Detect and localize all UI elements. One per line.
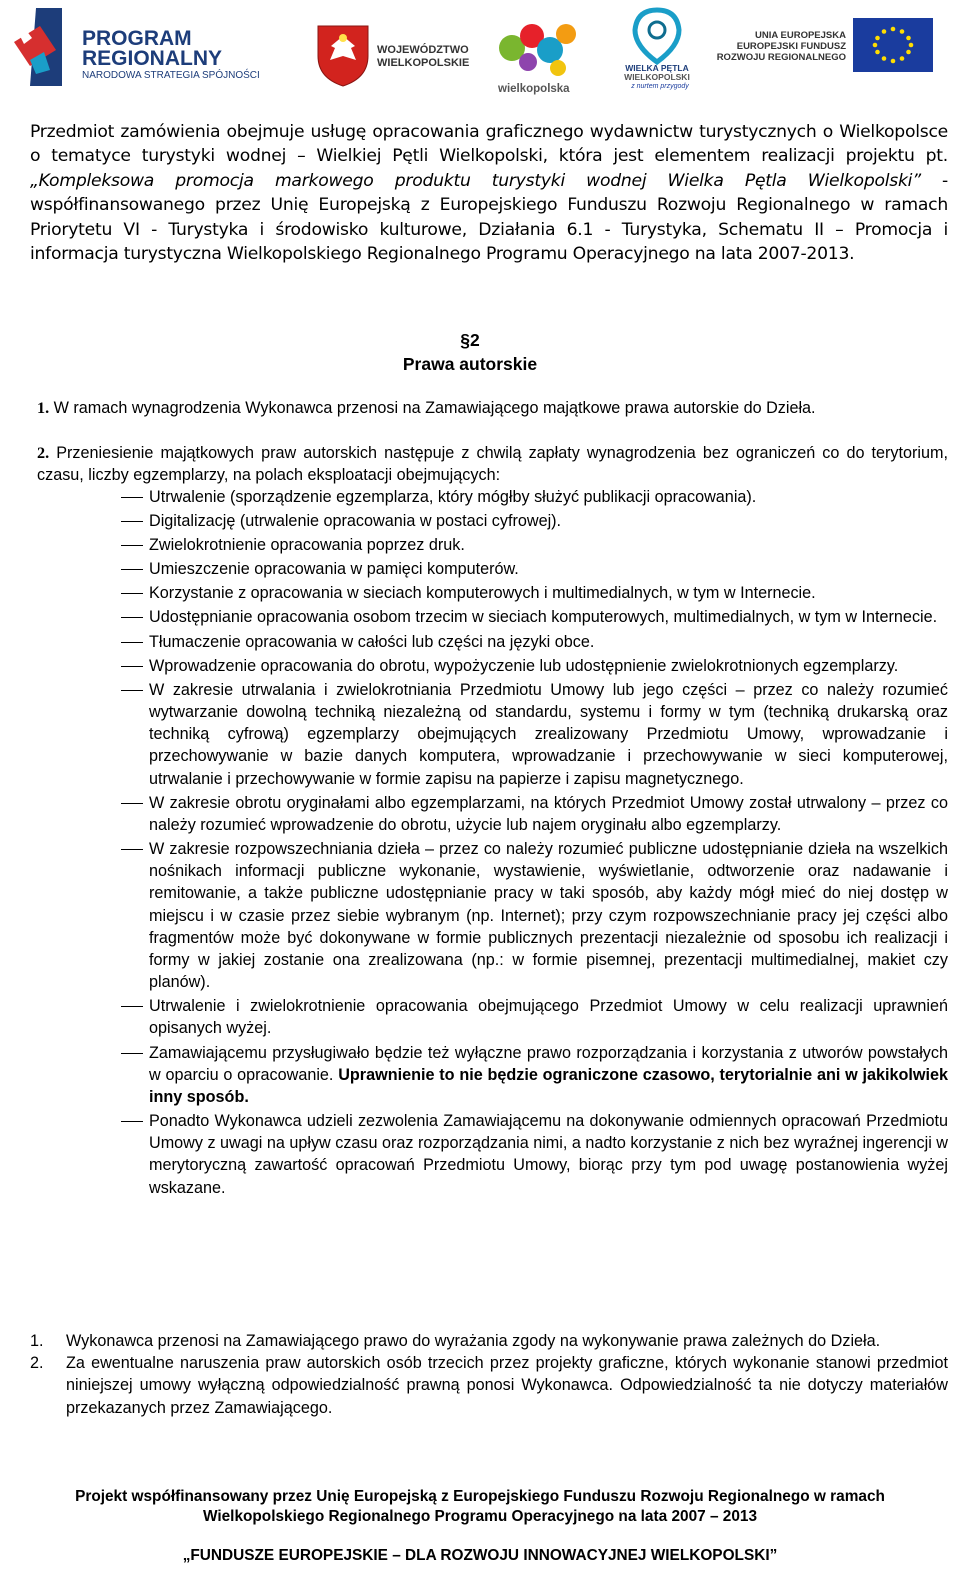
list-item: [37, 534, 948, 556]
final-item: [30, 1352, 948, 1419]
list-item-text: Utrwalenie (sporządzenie egzemplarza, który mógłby służyć publikacji opracowania).: [149, 488, 757, 506]
list-item: [37, 486, 948, 508]
petla-line1: WIELKA PĘTLA: [625, 63, 689, 73]
list-item: [37, 606, 948, 628]
list-item-text: W zakresie rozpowszechniania dzieła – przez co należy rozumieć publiczne udostępnianie dzieła na wszelkich nośnikach informacji publiczne wykonanie, wystawienie, wyświetlanie, odtworzenie oraz nadawanie i remitowanie, a także publiczne udostępnianie pracy w taki sposób, aby każdy mógł mieć do niej dostęp w miejscu i w czasie przez siebie wybranym (np. Internet); przy czym rozpowszechnianie pracy jej części albo fragmentów może być dokonywane w formie publicznych prezentacji niezależnie od sposobu ich realizacji i formy w jakiej zostanie ona zrealizowana (np.: w formie pisemnej, prezentacji multimedialnej, makiet czy planów).: [149, 839, 948, 992]
list-item-text: Wprowadzenie opracowania do obrotu, wypożyczenie lub udostępnienie zwielokrotnionych egzemplarzy.: [149, 656, 899, 675]
list-item: [37, 995, 948, 1039]
paragraph-number: 1.: [37, 399, 50, 417]
list-item-text: Ponadto Wykonawca udzieli zezwolenia Zamawiającemu na dokonywanie odmiennych opracowań Przedmiotu Umowy z uwagi na upływ czasu oraz rozporządzania nimi, a nadto korzystanie z nich bez wyraźnej ingerencji w merytoryczną zawartość opracowań Przedmiotu Umowy, biorąc przy tym pod uwagę postanowienia wyżej wskazane.: [149, 1112, 948, 1197]
section-number: §2: [460, 330, 480, 350]
final-item-text: Za ewentualne naruszenia praw autorskich osób trzecich przez projekty graficzne, których wykonanie stanowi przedmiot niniejszej umowy wyłączną odpowiedzialność prawną ponosi Wykonawca. Odpowiedzialność ta nie dotyczy materiałów przekazanych przez Zamawiającego.: [66, 1354, 948, 1417]
paragraph-number: 2.: [37, 444, 50, 462]
intro-paragraph: [30, 120, 948, 266]
intro-project-title: „Kompleksowa promocja markowego produktu turystyki wodnej Wielka Pętla Wielkopolski”: [30, 170, 921, 191]
final-item-number: 2.: [30, 1354, 44, 1373]
wielkopolska-caption: wielkopolska: [498, 83, 570, 95]
footer-cofinancing: [0, 1487, 960, 1526]
eu-logo: [717, 18, 933, 72]
dash-bullet: [121, 1121, 143, 1122]
section-title: Prawa autorskie: [402, 354, 538, 374]
wielka-petla-logo: [624, 10, 690, 90]
list-item-text: Udostępnianie opracowania osobom trzecim w sieciach komputerowych, multimedialnych, w tym w Internecie.: [149, 608, 938, 627]
intro-text-2: - współfinansowanego przez Unię Europejską z Europejskiego Funduszu Rozwoju Regionalnego w ramach Priorytetu VI - Turystyka i środowisko kulturowe, Działania 6.1 - Turystyka, Schematu II – Promocja i informacja turystyczna Wielkopolskiego Regionalnego Programu Operacyjnego na lata 2007-2013.: [30, 170, 948, 265]
list-item: [37, 838, 948, 993]
section-heading: [0, 328, 940, 376]
dash-bullet: [121, 1006, 143, 1007]
paragraph-2: [37, 442, 948, 486]
eu-flag-icon: [853, 18, 933, 72]
list-item-text: W zakresie obrotu oryginałami albo egzemplarzami, na których Przedmiot Umowy został utrwalony – przez co należy rozumieć wprowadzenie do obrotu, użycie lub najem oryginału albo egzemplarzy.: [149, 793, 948, 834]
program-line3: NARODOWA STRATEGIA SPÓJNOŚCI: [82, 70, 260, 81]
list-item-text: Korzystanie z opracowania w sieciach komputerowych i multimedialnych, w tym w Internecie.: [149, 584, 816, 603]
list-item: [37, 792, 948, 836]
intro-text-1: Przedmiot zamówienia obejmuje usługę opracowania graficznego wydawnictw turystycznych o Wielkopolsce o tematyce turystyki wodnej – Wielkiej Pętli Wielkopolski, która jest elementem realizacji projektu pt.: [30, 122, 948, 167]
program-line2: REGIONALNY: [82, 47, 223, 70]
list-item: [37, 679, 948, 790]
header-logos: [0, 0, 960, 110]
dash-bullet: [121, 642, 143, 643]
dash-bullet: [121, 849, 143, 850]
paragraph-text: W ramach wynagrodzenia Wykonawca przenosi na Zamawiającego majątkowe prawa autorskie do Dzieła.: [49, 399, 816, 417]
petla-line2: WIELKOPOLSKI: [624, 72, 690, 82]
dash-bullet: [121, 521, 143, 522]
dash-bullet: [121, 617, 143, 618]
paragraph-1: [37, 397, 948, 419]
wojewodztwo-line2: WIELKOPOLSKIE: [377, 57, 470, 69]
list-item-text: Zamawiającemu przysługiwało będzie też wyłączne prawo rozporządzania i korzystania z utworów powstałych w oparciu o opracowanie.: [149, 1043, 948, 1084]
dash-bullet: [121, 593, 143, 594]
final-item-number: 1.: [30, 1332, 44, 1350]
list-item: [37, 582, 948, 604]
list-item-text: Umieszczenie opracowania w pamięci komputerów.: [149, 560, 519, 579]
list-item-text: W zakresie utrwalania i zwielokrotniania Przedmiotu Umowy lub jego części – przez co należy rozumieć wytwarzanie dowolną techniką niezależną od standardu, systemu i formy w tym (techniką drukarską oraz techniką cyfrową) egzemplarzy obejmujących zrealizowany Przedmiotu Umowy, wprowadzanie i przechowywanie w bazie danych komputera, wprowadzanie i przechowywanie w sieci komputerowej, utrwalanie i przechowywanie w formie zapisu na papierze i zapisu magnetycznego.: [149, 680, 948, 788]
dash-bullet: [121, 545, 143, 546]
footer-slogan: „FUNDUSZE EUROPEJSKIE – DLA ROZWOJU INNOWACYJNEJ WIELKOPOLSKI”: [182, 1547, 778, 1564]
eu-line2: EUROPEJSKI FUNDUSZ: [736, 41, 846, 52]
dash-bullet: [121, 497, 143, 498]
program-line1: PROGRAM: [82, 27, 192, 50]
program-regionalny-logo: [14, 8, 260, 88]
exploitation-fields-list: [37, 486, 948, 1201]
final-numbered-list: [30, 1330, 948, 1419]
list-item: [37, 655, 948, 677]
dash-bullet: [121, 1053, 143, 1054]
final-item: [30, 1330, 948, 1352]
footer-line1: Projekt współfinansowany przez Unię Europejską z Europejskiego Funduszu Rozwoju Regionalnego w ramach: [75, 1488, 885, 1505]
wojewodztwo-coat-of-arms-icon: [318, 26, 469, 86]
wielkopolska-logo: [497, 24, 576, 95]
list-item: [37, 631, 948, 653]
list-item: [37, 510, 948, 532]
list-item-bold-text: Uprawnienie to nie będzie ograniczone czasowo, terytorialnie ani w jakikolwiek inny sposób.: [149, 1065, 948, 1106]
list-item: [37, 1110, 948, 1199]
dash-bullet: [121, 803, 143, 804]
dash-bullet: [121, 569, 143, 570]
list-item: [37, 558, 948, 580]
paragraph-text: Przeniesienie majątkowych praw autorskich następuje z chwilą zapłaty wynagrodzenia bez ograniczeń co do terytorium, czasu, liczby egzemplarzy, na polach eksploatacji obejmujących:: [37, 444, 948, 485]
final-item-text: Wykonawca przenosi na Zamawiającego prawo do wyrażania zgody na wykonywanie prawa zależnych do Dzieła.: [66, 1332, 881, 1350]
list-item: [37, 1042, 948, 1109]
list-item-text: Zwielokrotnienie opracowania poprzez druk.: [149, 536, 465, 555]
list-item-text: Digitalizację (utrwalenie opracowania w postaci cyfrowej).: [149, 512, 562, 531]
petla-line3: z nurtem przygody: [631, 83, 689, 90]
eu-line3: ROZWOJU REGIONALNEGO: [716, 52, 846, 63]
list-item-text: Tłumaczenie opracowania w całości lub części na języki obce.: [149, 632, 595, 651]
dash-bullet: [121, 690, 143, 691]
list-item-text: Utrwalenie i zwielokrotnienie opracowania obejmującego Przedmiot Umowy w celu realizacji uprawnień opisanych wyżej.: [149, 997, 948, 1038]
footer-line2: Wielkopolskiego Regionalnego Programu Operacyjnego na lata 2007 – 2013: [202, 1507, 758, 1525]
dash-bullet: [121, 666, 143, 667]
wojewodztwo-line1: WOJEWÓDZTWO: [377, 44, 469, 56]
eu-line1: UNIA EUROPEJSKA: [755, 30, 846, 41]
